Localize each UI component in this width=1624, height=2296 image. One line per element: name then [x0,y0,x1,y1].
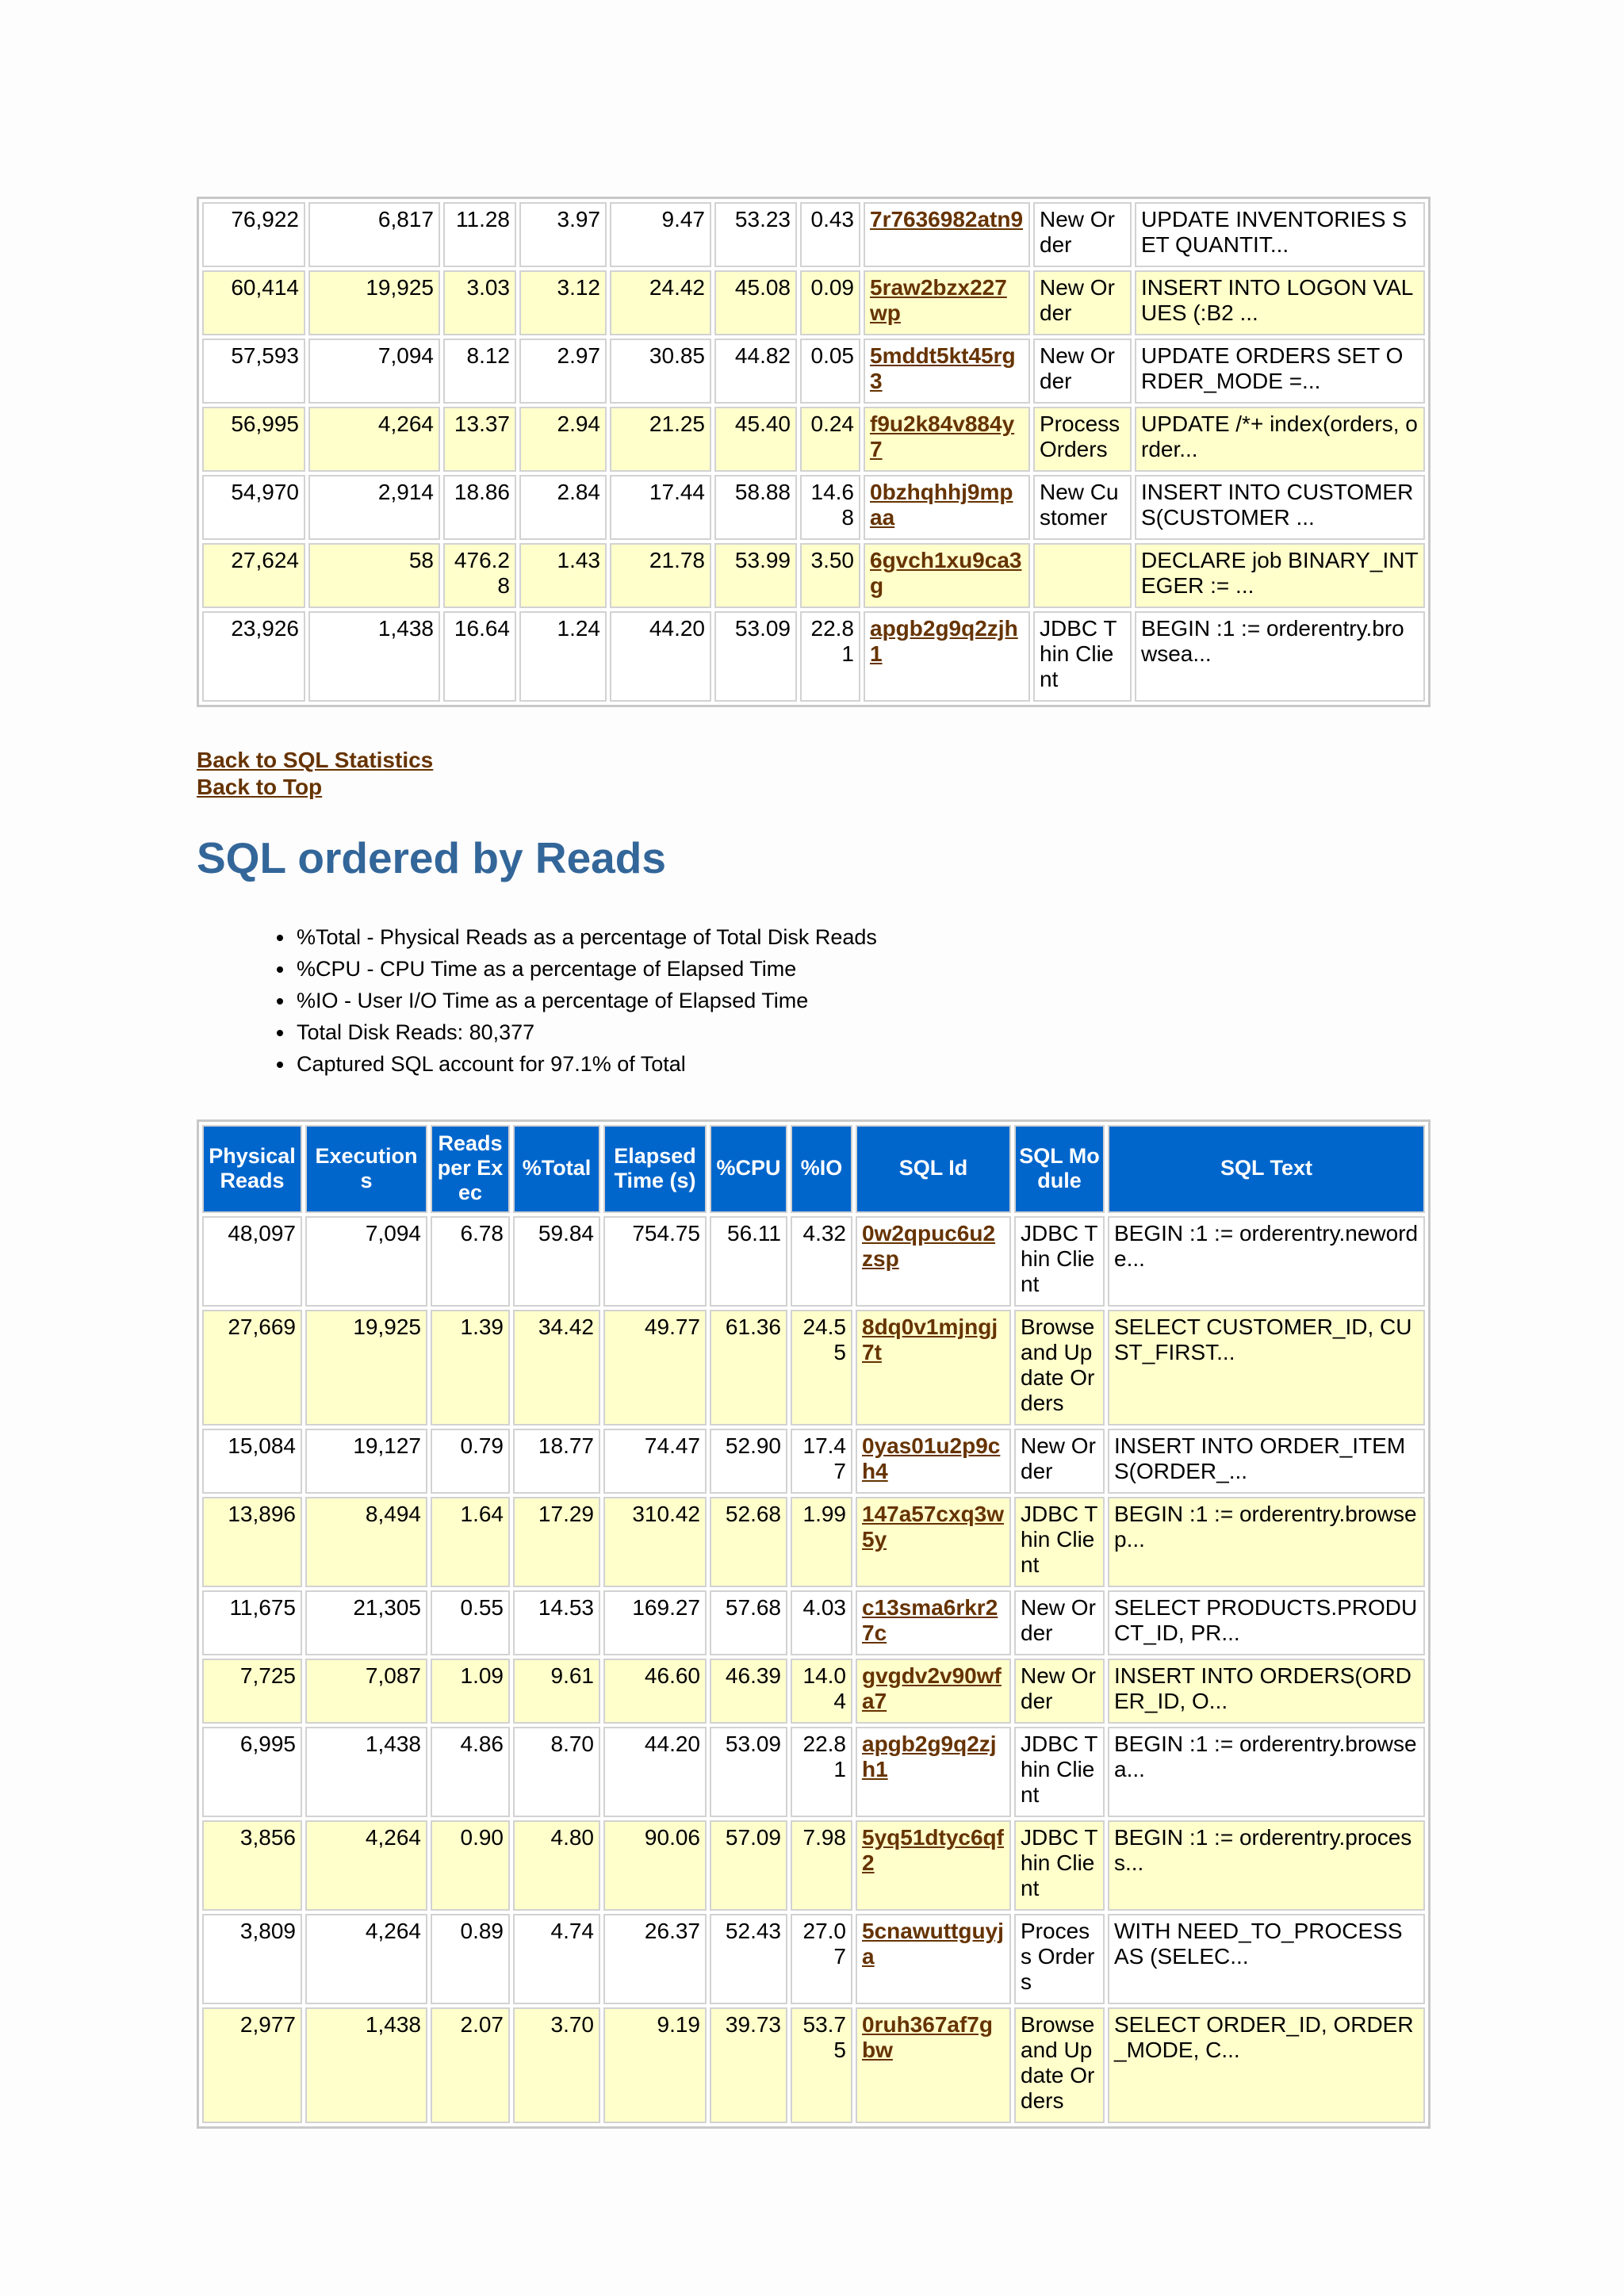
sql-text-cell: BEGIN :1 := orderentry.browsea... [1108,1727,1425,1817]
numeric-cell: 6.78 [431,1216,510,1307]
sql-id-cell [864,339,1030,404]
numeric-cell: 0.09 [800,270,860,335]
table-row [202,339,1425,404]
table-row [202,407,1425,472]
numeric-cell: 21,305 [305,1590,427,1655]
numeric-cell: 19,925 [305,1310,427,1425]
table-row [202,543,1425,608]
sql-id-cell [864,611,1030,702]
numeric-cell: 8,494 [305,1497,427,1587]
numeric-cell: 23,926 [202,611,305,702]
sql-id-cell [864,202,1030,267]
sql-module-cell: JDBC Thin Client [1014,1216,1105,1307]
numeric-cell: 3,856 [202,1820,302,1911]
sql-statistics-table-continued [197,197,1431,707]
sql-text-cell: INSERT INTO LOGON VALUES (:B2 ... [1135,270,1425,335]
sql-text-cell: SELECT CUSTOMER_ID, CUST_FIRST... [1108,1310,1425,1425]
table-row [202,1914,1425,2004]
sql-module-cell: JDBC Thin Client [1014,1727,1105,1817]
numeric-cell: 4.80 [513,1820,600,1911]
table-row [202,1727,1425,1817]
numeric-cell: 0.90 [431,1820,510,1911]
sql-id-link[interactable]: 0bzhqhhj9mpaa [870,480,1013,530]
numeric-cell: 1.99 [791,1497,852,1587]
numeric-cell: 53.09 [714,611,797,702]
column-header: Physical Reads [202,1125,302,1213]
numeric-cell: 0.79 [431,1429,510,1494]
numeric-cell: 53.75 [791,2007,852,2123]
section-title: SQL ordered by Reads [197,833,666,882]
numeric-cell: 57.68 [710,1590,787,1655]
numeric-cell: 1.64 [431,1497,510,1587]
sql-text-cell: SELECT PRODUCTS.PRODUCT_ID, PR... [1108,1590,1425,1655]
page [197,197,1431,2129]
sql-id-cell [856,2007,1011,2123]
sql-module-cell [1033,543,1132,608]
table-row [202,202,1425,267]
sql-text-cell: INSERT INTO ORDERS(ORDER_ID, O... [1108,1659,1425,1724]
numeric-cell: 2.94 [519,407,607,472]
numeric-cell: 44.20 [610,611,711,702]
numeric-cell: 44.20 [603,1727,707,1817]
numeric-cell: 19,925 [308,270,440,335]
sql-module-cell: New Order [1033,339,1132,404]
numeric-cell: 21.25 [610,407,711,472]
sql-text-cell: BEGIN :1 := orderentry.process... [1108,1820,1425,1911]
sql-id-link[interactable]: 0ruh367af7gbw [862,2012,993,2062]
back-to-sql-statistics-link[interactable]: Back to SQL Statistics [197,748,434,772]
numeric-cell: 1.09 [431,1659,510,1724]
numeric-cell: 2,914 [308,475,440,540]
numeric-cell: 3.12 [519,270,607,335]
numeric-cell: 13,896 [202,1497,302,1587]
sql-text-cell: BEGIN :1 := orderentry.neworde... [1108,1216,1425,1307]
navigation-links [197,747,1431,801]
sql-id-link[interactable]: 5cnawuttguyja [862,1919,1004,1969]
table-row [202,2007,1425,2123]
table-row [202,1429,1425,1494]
sql-id-link[interactable]: gvgdv2v90wfa7 [862,1663,1002,1713]
column-header: SQL Module [1014,1125,1105,1213]
notes-list [197,921,1431,1080]
numeric-cell: 57,593 [202,339,305,404]
sql-ordered-by-reads-table [197,1119,1431,2129]
numeric-cell: 4.32 [791,1216,852,1307]
numeric-cell: 0.05 [800,339,860,404]
sql-id-link[interactable]: 8dq0v1mjngj7t [862,1314,998,1364]
sql-id-cell [856,1820,1011,1911]
table-row [202,1310,1425,1425]
numeric-cell: 7,094 [308,339,440,404]
sql-id-cell [856,1497,1011,1587]
numeric-cell: 90.06 [603,1820,707,1911]
numeric-cell: 7,087 [305,1659,427,1724]
numeric-cell: 11,675 [202,1590,302,1655]
numeric-cell: 8.12 [443,339,516,404]
numeric-cell: 169.27 [603,1590,707,1655]
numeric-cell: 18.77 [513,1429,600,1494]
numeric-cell: 4.03 [791,1590,852,1655]
sql-text-cell: SELECT ORDER_ID, ORDER_MODE, C... [1108,2007,1425,2123]
numeric-cell: 2.97 [519,339,607,404]
sql-id-link[interactable]: apgb2g9q2zjh1 [862,1732,997,1781]
numeric-cell: 46.60 [603,1659,707,1724]
table-row [202,1659,1425,1724]
column-header: Executions [305,1125,427,1213]
header-row [202,1125,1425,1213]
numeric-cell: 3,809 [202,1914,302,2004]
numeric-cell: 1,438 [305,2007,427,2123]
numeric-cell: 17.47 [791,1429,852,1494]
sql-id-cell [864,270,1030,335]
numeric-cell: 60,414 [202,270,305,335]
sql-id-cell [856,1659,1011,1724]
numeric-cell: 2,977 [202,2007,302,2123]
numeric-cell: 1.24 [519,611,607,702]
numeric-cell: 57.09 [710,1820,787,1911]
numeric-cell: 15,084 [202,1429,302,1494]
column-header: %CPU [710,1125,787,1213]
sql-id-link[interactable]: 0w2qpuc6u2zsp [862,1221,996,1271]
numeric-cell: 19,127 [305,1429,427,1494]
numeric-cell: 56.11 [710,1216,787,1307]
note-item: • Total Disk Reads: 80,377 [295,1016,1431,1048]
sql-id-link[interactable]: 5yq51dtyc6qf2 [862,1825,1004,1875]
numeric-cell: 76,922 [202,202,305,267]
numeric-cell: 53.09 [710,1727,787,1817]
numeric-cell: 17.44 [610,475,711,540]
numeric-cell: 44.82 [714,339,797,404]
numeric-cell: 22.81 [791,1727,852,1817]
note-item: • %CPU - CPU Time as a percentage of Elapsed Time [295,953,1431,985]
numeric-cell: 1,438 [305,1727,427,1817]
numeric-cell: 39.73 [710,2007,787,2123]
sql-module-cell: Browse and Update Orders [1014,2007,1105,2123]
sql-module-cell: New Order [1033,202,1132,267]
numeric-cell: 4,264 [305,1820,427,1911]
sql-id-link[interactable]: c13sma6rkr27c [862,1595,998,1645]
sql-text-cell: WITH NEED_TO_PROCESS AS (SELEC... [1108,1914,1425,2004]
numeric-cell: 52.68 [710,1497,787,1587]
numeric-cell: 45.08 [714,270,797,335]
sql-text-cell: INSERT INTO CUSTOMERS(CUSTOMER ... [1135,475,1425,540]
numeric-cell: 52.90 [710,1429,787,1494]
numeric-cell: 74.47 [603,1429,707,1494]
note-item: • Captured SQL account for 97.1% of Total [295,1048,1431,1080]
numeric-cell: 6,817 [308,202,440,267]
numeric-cell: 13.37 [443,407,516,472]
numeric-cell: 7,094 [305,1216,427,1307]
sql-module-cell: Process Orders [1014,1914,1105,2004]
numeric-cell: 2.07 [431,2007,510,2123]
table-row [202,475,1425,540]
sql-module-cell: JDBC Thin Client [1014,1820,1105,1911]
sql-id-cell [856,1216,1011,1307]
sql-id-cell [864,475,1030,540]
sql-id-cell [856,1727,1011,1817]
numeric-cell: 0.24 [800,407,860,472]
numeric-cell: 4.86 [431,1727,510,1817]
column-header: SQL Id [856,1125,1011,1213]
numeric-cell: 22.81 [800,611,860,702]
numeric-cell: 1,438 [308,611,440,702]
numeric-cell: 56,995 [202,407,305,472]
numeric-cell: 24.42 [610,270,711,335]
sql-id-cell [856,1914,1011,2004]
numeric-cell: 26.37 [603,1914,707,2004]
sql-text-cell: BEGIN :1 := orderentry.browsep... [1108,1497,1425,1587]
numeric-cell: 1.43 [519,543,607,608]
numeric-cell: 310.42 [603,1497,707,1587]
column-header: %IO [791,1125,852,1213]
sql-text-cell: UPDATE ORDERS SET ORDER_MODE =... [1135,339,1425,404]
numeric-cell: 45.40 [714,407,797,472]
sql-text-cell: UPDATE INVENTORIES SET QUANTIT... [1135,202,1425,267]
numeric-cell: 53.23 [714,202,797,267]
sql-id-link[interactable]: 147a57cxq3w5y [862,1502,1005,1552]
numeric-cell: 48,097 [202,1216,302,1307]
numeric-cell: 3.97 [519,202,607,267]
numeric-cell: 27,624 [202,543,305,608]
sql-id-link[interactable]: f9u2k84v884y7 [870,411,1015,461]
sql-id-link[interactable]: 5mddt5kt45rg3 [870,343,1016,393]
sql-text-cell: BEGIN :1 := orderentry.browsea... [1135,611,1425,702]
numeric-cell: 0.43 [800,202,860,267]
numeric-cell: 17.29 [513,1497,600,1587]
numeric-cell: 27.07 [791,1914,852,2004]
sql-id-cell [856,1429,1011,1494]
sql-module-cell: New Customer [1033,475,1132,540]
numeric-cell: 9.47 [610,202,711,267]
numeric-cell: 4,264 [305,1914,427,2004]
numeric-cell: 9.19 [603,2007,707,2123]
numeric-cell: 58.88 [714,475,797,540]
numeric-cell: 52.43 [710,1914,787,2004]
sql-module-cell: New Order [1014,1659,1105,1724]
sql-id-cell [864,543,1030,608]
numeric-cell: 3.03 [443,270,516,335]
sql-id-cell [864,407,1030,472]
numeric-cell: 1.39 [431,1310,510,1425]
numeric-cell: 59.84 [513,1216,600,1307]
sql-id-link[interactable]: apgb2g9q2zjh1 [870,616,1018,666]
numeric-cell: 8.70 [513,1727,600,1817]
column-header: %Total [513,1125,600,1213]
numeric-cell: 16.64 [443,611,516,702]
numeric-cell: 58 [308,543,440,608]
table-row [202,1820,1425,1911]
column-header: Elapsed Time (s) [603,1125,707,1213]
numeric-cell: 4.74 [513,1914,600,2004]
numeric-cell: 14.04 [791,1659,852,1724]
sql-id-cell [856,1590,1011,1655]
sql-module-cell: Browse and Update Orders [1014,1310,1105,1425]
sql-module-cell: Process Orders [1033,407,1132,472]
note-item: • %Total - Physical Reads as a percentage of Total Disk Reads [295,921,1431,953]
numeric-cell: 476.28 [443,543,516,608]
numeric-cell: 61.36 [710,1310,787,1425]
sql-module-cell: JDBC Thin Client [1033,611,1132,702]
table-row [202,611,1425,702]
sql-id-cell [856,1310,1011,1425]
numeric-cell: 24.55 [791,1310,852,1425]
numeric-cell: 27,669 [202,1310,302,1425]
sql-module-cell: New Order [1014,1590,1105,1655]
numeric-cell: 754.75 [603,1216,707,1307]
table-row [202,1497,1425,1587]
numeric-cell: 4,264 [308,407,440,472]
numeric-cell: 21.78 [610,543,711,608]
numeric-cell: 0.55 [431,1590,510,1655]
note-item: • %IO - User I/O Time as a percentage of Elapsed Time [295,985,1431,1016]
numeric-cell: 14.68 [800,475,860,540]
column-header: Reads per Exec [431,1125,510,1213]
numeric-cell: 49.77 [603,1310,707,1425]
numeric-cell: 0.89 [431,1914,510,2004]
numeric-cell: 11.28 [443,202,516,267]
table-row [202,1590,1425,1655]
numeric-cell: 30.85 [610,339,711,404]
sql-module-cell: New Order [1014,1429,1105,1494]
sql-id-link[interactable]: 7r7636982atn9 [870,207,1024,232]
sql-id-link[interactable]: 5raw2bzx227wp [870,275,1007,325]
sql-text-cell: DECLARE job BINARY_INTEGER := ... [1135,543,1425,608]
numeric-cell: 54,970 [202,475,305,540]
numeric-cell: 14.53 [513,1590,600,1655]
numeric-cell: 53.99 [714,543,797,608]
column-header: SQL Text [1108,1125,1425,1213]
numeric-cell: 3.70 [513,2007,600,2123]
sql-text-cell: INSERT INTO ORDER_ITEMS(ORDER_... [1108,1429,1425,1494]
table-row [202,270,1425,335]
numeric-cell: 34.42 [513,1310,600,1425]
sql-id-link[interactable]: 6gvch1xu9ca3g [870,548,1022,598]
back-to-top-link[interactable]: Back to Top [197,775,323,799]
numeric-cell: 18.86 [443,475,516,540]
sql-module-cell: JDBC Thin Client [1014,1497,1105,1587]
sql-module-cell: New Order [1033,270,1132,335]
numeric-cell: 9.61 [513,1659,600,1724]
sql-id-link[interactable]: 0yas01u2p9ch4 [862,1433,1001,1483]
numeric-cell: 7.98 [791,1820,852,1911]
sql-text-cell: UPDATE /*+ index(orders, order... [1135,407,1425,472]
numeric-cell: 3.50 [800,543,860,608]
numeric-cell: 46.39 [710,1659,787,1724]
numeric-cell: 2.84 [519,475,607,540]
numeric-cell: 7,725 [202,1659,302,1724]
table-row [202,1216,1425,1307]
numeric-cell: 6,995 [202,1727,302,1817]
